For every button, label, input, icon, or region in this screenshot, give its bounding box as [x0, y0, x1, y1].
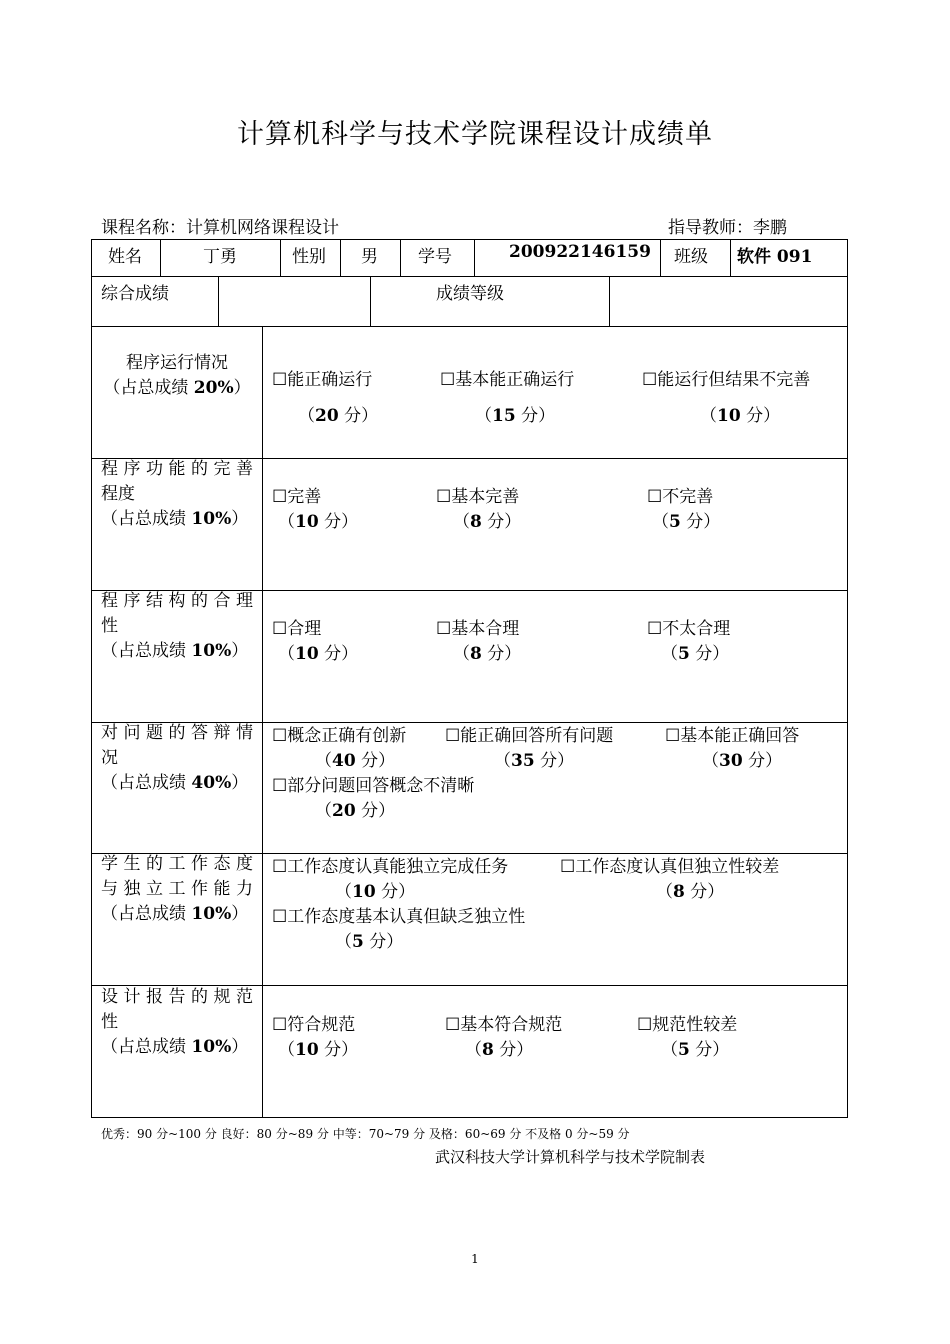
option-checkbox[interactable]: ☐概念正确有创新: [272, 726, 407, 746]
table-rule: [400, 239, 401, 276]
option-score: （35 分）: [494, 751, 575, 771]
option-score: （10 分）: [278, 1040, 359, 1060]
criterion-weight: （占总成绩 10%）: [101, 641, 249, 661]
option-score: （10 分）: [278, 644, 359, 664]
option-checkbox[interactable]: ☐基本能正确回答: [665, 726, 800, 746]
option-checkbox[interactable]: ☐工作态度认真但独立性较差: [560, 857, 780, 877]
option-checkbox[interactable]: ☐合理: [272, 619, 322, 639]
option-checkbox[interactable]: ☐基本完善: [436, 487, 520, 507]
option-score: （20 分）: [315, 801, 396, 821]
option-score: （20 分）: [298, 406, 379, 426]
option-checkbox[interactable]: ☐完善: [272, 487, 322, 507]
criterion-name-line: 程序功能的完善: [101, 459, 253, 479]
option-checkbox[interactable]: ☐不完善: [647, 487, 714, 507]
student-name: 丁勇: [203, 247, 237, 267]
option-checkbox[interactable]: ☐不太合理: [647, 619, 731, 639]
option-score: （8 分）: [453, 512, 522, 532]
criterion-name: [101, 589, 253, 664]
option-checkbox[interactable]: ☐基本能正确运行: [440, 370, 575, 390]
option-score: （5 分）: [652, 512, 721, 532]
option-checkbox[interactable]: ☐能正确运行: [272, 370, 373, 390]
overall-score-label: 综合成绩: [101, 284, 169, 304]
table-rule: [218, 276, 219, 326]
class-name: 软件 091: [737, 247, 813, 267]
criterion-name: [101, 351, 253, 401]
option-score: （10 分）: [700, 406, 781, 426]
criterion-name-line: 性: [101, 616, 118, 636]
option-score: （8 分）: [453, 644, 522, 664]
instructor-name: 指导教师：李鹏: [668, 218, 787, 238]
table-rule: [340, 239, 341, 276]
option-checkbox[interactable]: ☐基本合理: [436, 619, 520, 639]
student-id-label: 学号: [418, 247, 452, 267]
criterion-name-line: 程序运行情况: [126, 353, 228, 373]
criterion-weight: （占总成绩 10%）: [101, 1037, 249, 1057]
class-label: 班级: [674, 247, 708, 267]
table-rule: [474, 239, 475, 276]
option-score: （15 分）: [475, 406, 556, 426]
criterion-name: [101, 721, 253, 796]
criterion-name-line: 与独立工作能力: [101, 879, 253, 899]
option-checkbox[interactable]: ☐符合规范: [272, 1015, 356, 1035]
criterion-weight: （占总成绩 10%）: [101, 509, 249, 529]
option-score: （5 分）: [661, 644, 730, 664]
criterion-name-line: 程序结构的合理: [101, 591, 253, 611]
option-score: （10 分）: [335, 882, 416, 902]
table-rule: [660, 239, 661, 276]
option-score: （8 分）: [465, 1040, 534, 1060]
criterion-name-line: 程度: [101, 484, 135, 504]
student-gender: 男: [361, 247, 378, 267]
table-rule: [280, 239, 281, 276]
table-rule: [609, 276, 610, 326]
student-id: 200922146159: [509, 242, 651, 262]
table-rule: [730, 239, 731, 276]
option-score: （40 分）: [315, 751, 396, 771]
gender-label: 性别: [292, 247, 326, 267]
issuer-note: 武汉科技大学计算机科学与技术学院制表: [435, 1148, 706, 1166]
criterion-weight: （占总成绩 40%）: [101, 773, 249, 793]
grading-scale-note: 优秀：90 分~100 分 良好：80 分~89 分 中等：70~79 分 及格：60~69 分 不及格 0 分~59 分: [101, 1127, 630, 1141]
option-score: （5 分）: [661, 1040, 730, 1060]
table-rule: [91, 276, 848, 277]
criterion-name: [101, 985, 253, 1060]
option-checkbox[interactable]: ☐部分问题回答概念不清晰: [272, 776, 475, 796]
option-checkbox[interactable]: ☐能运行但结果不完善: [642, 370, 811, 390]
table-rule: [370, 276, 371, 326]
criterion-weight: （占总成绩 20%）: [103, 378, 251, 398]
criterion-name-line: 设计报告的规范: [101, 987, 253, 1007]
criterion-name: [101, 457, 253, 532]
criterion-name-line: 学生的工作态度: [101, 854, 253, 874]
option-checkbox[interactable]: ☐基本符合规范: [445, 1015, 563, 1035]
table-rule: [262, 326, 263, 1118]
criterion-name-line: 况: [101, 748, 118, 768]
table-rule: [160, 239, 161, 276]
document-title: 计算机科学与技术学院课程设计成绩单: [237, 119, 713, 150]
option-checkbox[interactable]: ☐能正确回答所有问题: [445, 726, 614, 746]
option-score: （10 分）: [278, 512, 359, 532]
option-score: （30 分）: [702, 751, 783, 771]
table-rule: [91, 326, 848, 327]
option-score: （5 分）: [335, 932, 404, 952]
option-checkbox[interactable]: ☐工作态度认真能独立完成任务: [272, 857, 509, 877]
option-checkbox[interactable]: ☐规范性较差: [637, 1015, 738, 1035]
option-score: （8 分）: [656, 882, 725, 902]
criterion-name: [101, 852, 253, 927]
criterion-name-line: 性: [101, 1012, 118, 1032]
page-number: 1: [471, 1252, 479, 1266]
grade-level-label: 成绩等级: [436, 284, 504, 304]
option-checkbox[interactable]: ☐工作态度基本认真但缺乏独立性: [272, 907, 526, 927]
criterion-weight: （占总成绩 10%）: [101, 904, 249, 924]
course-name: 课程名称：计算机网络课程设计: [101, 218, 339, 238]
criterion-name-line: 对问题的答辩情: [101, 723, 253, 743]
name-label: 姓名: [108, 247, 142, 267]
